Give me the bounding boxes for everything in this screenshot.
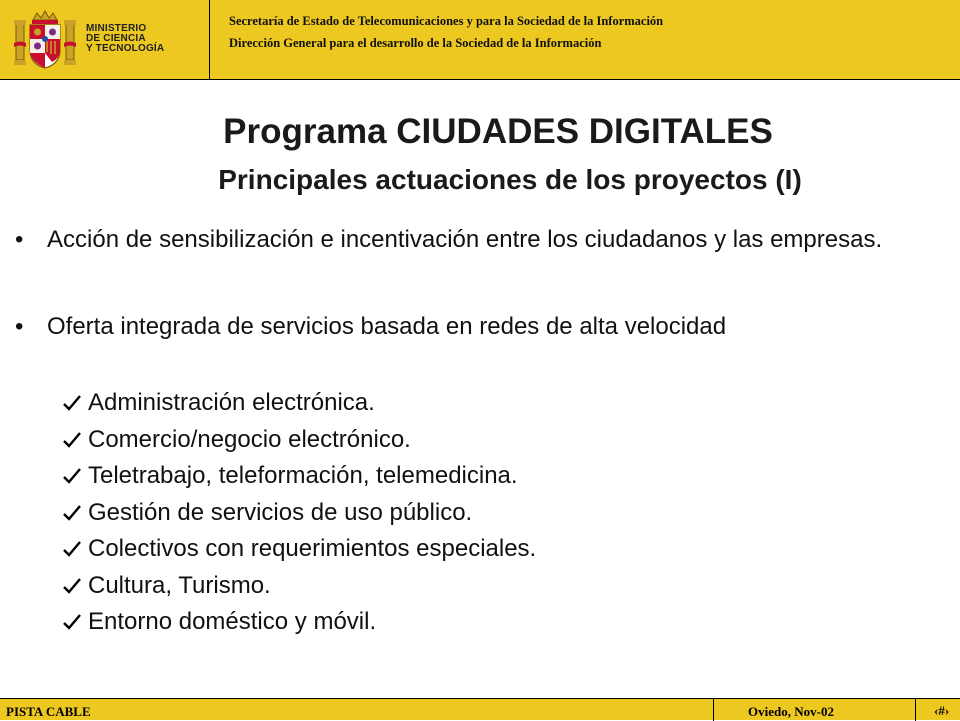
check-text: Entorno doméstico y móvil.	[88, 608, 377, 635]
ministry-logo-box	[0, 0, 210, 79]
footer-location-date: Oviedo, Nov-02	[748, 704, 834, 719]
checkmark-icon	[62, 503, 82, 523]
checkmark-icon	[62, 576, 82, 596]
check-text: Gestión de servicios de uso público.	[88, 498, 473, 526]
check-item-2	[62, 424, 922, 461]
check-text: Comercio/negocio electrónico.	[88, 425, 411, 453]
bullet-dot-icon: •	[15, 313, 24, 340]
footer-divider	[915, 699, 916, 721]
checkmark-icon	[62, 612, 82, 632]
footer-left-label: PISTA CABLE	[6, 704, 91, 719]
check-item-3	[62, 460, 922, 497]
bullet-item-1	[15, 224, 947, 255]
check-text: Colectivos con requerimientos especiales.	[88, 535, 537, 562]
checkmark-icon	[62, 430, 82, 450]
direccion-line: Dirección General para el desarrollo de la Sociedad de la Información	[229, 36, 602, 50]
footer-page-number: ‹#›	[934, 703, 950, 718]
check-text: Teletrabajo, teleformación, telemedicina.	[88, 462, 518, 489]
check-item-6	[62, 570, 922, 607]
check-item-4	[62, 497, 922, 534]
secretaria-line: Secretaría de Estado de Telecomunicaciones y para la Sociedad de la Información	[229, 14, 664, 28]
checkmark-icon	[62, 393, 82, 413]
bullet-item-2	[15, 311, 947, 342]
bullet-dot-icon: •	[15, 226, 24, 253]
ministry-line-2: DE CIENCIA	[86, 33, 146, 44]
bullet-text-1: Acción de sensibilización e incentivación entre los ciudadanos y las empresas.	[47, 226, 883, 253]
check-text: Administración electrónica.	[88, 389, 375, 416]
check-item-5	[62, 533, 922, 570]
coat-of-arms-icon	[14, 10, 76, 70]
ministry-line-3: Y TECNOLOGÍA	[86, 43, 165, 54]
checkmark-icon	[62, 466, 82, 486]
slide-subtitle: Principales actuaciones de los proyectos (I)	[218, 164, 802, 195]
footer-divider	[713, 699, 714, 721]
header-text	[229, 10, 663, 54]
check-text: Cultura, Turismo.	[88, 571, 271, 599]
check-item-1	[62, 387, 922, 424]
checkmark-icon	[62, 539, 82, 559]
check-list	[62, 387, 922, 643]
footer-bar	[0, 698, 960, 720]
check-item-7	[62, 606, 922, 643]
header-bar	[0, 0, 960, 80]
bullet-text-2: Oferta integrada de servicios basada en redes de alta velocidad	[47, 313, 727, 340]
ministry-name	[86, 24, 164, 54]
ministry-line-1: MINISTERIO	[86, 23, 147, 34]
slide-title: Programa CIUDADES DIGITALES	[223, 112, 773, 151]
